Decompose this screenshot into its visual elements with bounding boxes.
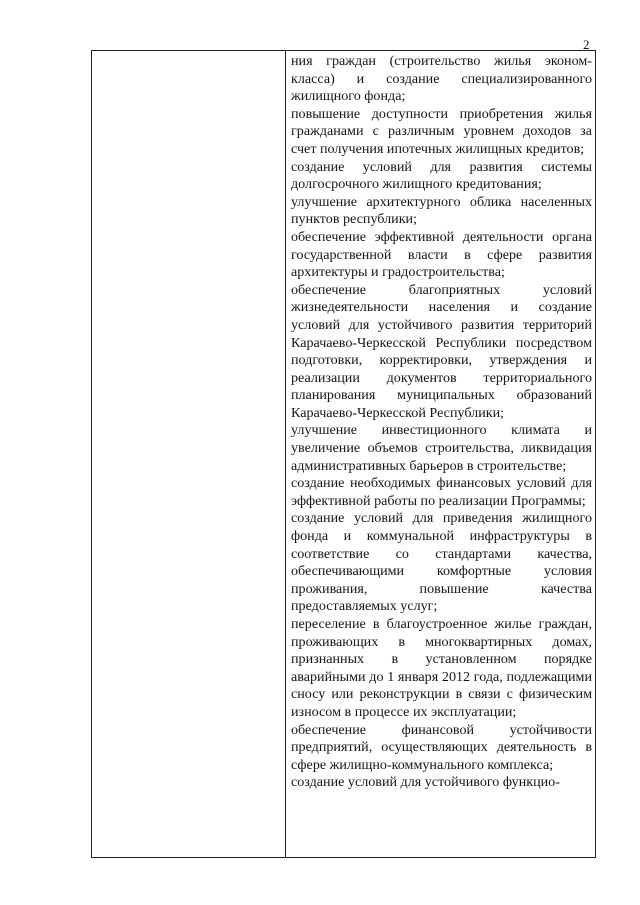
goal-paragraph: ния граждан (строительство жилья эконом-класса) и создание специализированного жилищного фонда; <box>291 53 592 105</box>
table-right-cell <box>291 53 592 792</box>
goal-paragraph: обеспечение благоприятных условий жизнедеятельности населения и создание условий для устойчивого развития территорий Карачаево-Черкесской Республики посредством подготовки, корректировки, утверждения и реализации документов территориального планирования муниципальных образований Карачаево-Черкесской Республики; <box>291 281 592 421</box>
document-table <box>91 50 596 858</box>
goal-paragraph: обеспечение эффективной деятельности органа государственной власти в сфере развития архитектуры и градостроительства; <box>291 228 592 281</box>
goal-paragraph: создание условий для устойчивого функцио- <box>291 774 560 791</box>
goal-paragraph: создание необходимых финансовых условий для эффективной работы по реализации Программы; <box>291 475 592 509</box>
goal-paragraph: улучшение архитектурного облика населенных пунктов республики; <box>291 193 592 228</box>
goal-paragraph: создание условий для приведения жилищного фонда и коммунальной инфраструктуры в соответствие со стандартами качества, обеспечивающими комфортные условия проживания, повышение качества предоставляемых услуг; <box>291 510 592 615</box>
goal-paragraph: улучшение инвестиционного климата и увеличение объемов строительства, ликвидация административных барьеров в строительстве; <box>291 422 592 474</box>
page-number: 2 <box>583 37 590 52</box>
goal-paragraph: создание условий для развития системы долгосрочного жилищного кредитования; <box>291 158 592 193</box>
table-column-divider <box>285 51 286 857</box>
goal-paragraph: обеспечение финансовой устойчивости предприятий, осуществляющих деятельность в сфере жилищно-коммунального комплекса; <box>291 721 592 773</box>
goal-paragraph: переселение в благоустроенное жилье граждан, проживающих в многоквартирных домах, признанных в установленном порядке аварийными до 1 января 2012 года, подлежащими сносу или реконструкции в связи с физическим износом в процессе их эксплуатации; <box>291 616 592 720</box>
goal-paragraph: повышение доступности приобретения жилья гражданами с различным уровнем доходов за счет получения ипотечных жилищных кредитов; <box>291 105 592 157</box>
